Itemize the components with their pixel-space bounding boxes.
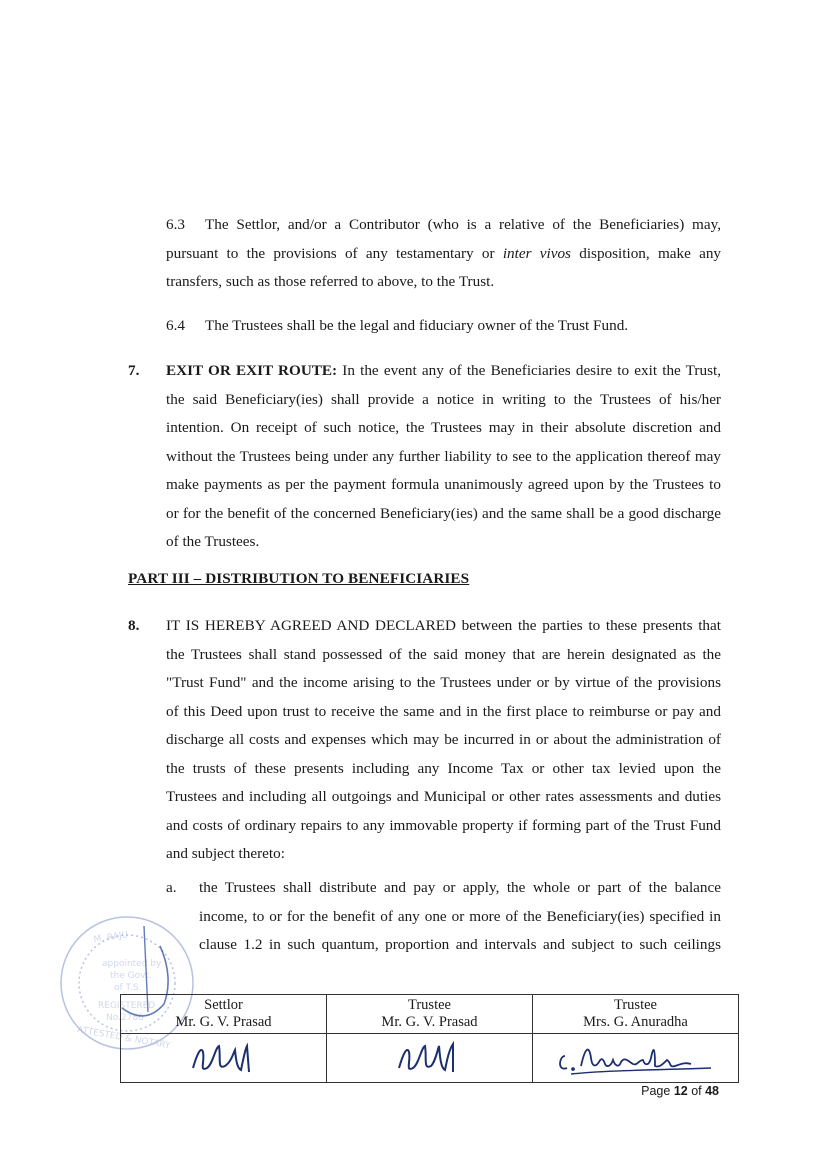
clause-8-line: and subject thereto:	[166, 845, 285, 862]
clause-8-line: the trusts of these presents including any Income Tax or other tax levied upon the	[166, 759, 721, 777]
clause-8-line: "Trust Fund" and the income arising to the Trustees under or by virtue of the provisions	[166, 674, 721, 691]
clause-7-line: the said Beneficiary(ies) shall provide a notice in writing to the Trustees of his/her	[166, 390, 721, 408]
clause-6-3-line1: The Settlor, and/or a Contributor (who is a relative of the Beneficiaries) may,	[205, 216, 721, 233]
clause-8a-line: clause 1.2 in such quantum, proportion and intervals and subject to such ceilings	[199, 936, 721, 953]
clause-8-line: IT IS HEREBY AGREED AND DECLARED between the parties to these presents that	[166, 617, 721, 634]
signatory-role: Trustee	[614, 997, 657, 1013]
handwritten-signature-icon	[385, 1038, 475, 1078]
signature-cell-trustee-2	[533, 995, 739, 1034]
clause-7-line1	[166, 357, 721, 386]
handwritten-signature-icon	[179, 1038, 269, 1078]
clause-8-line: discharge all costs and expenses which may be incurred in or about the administration of	[166, 731, 721, 748]
signature-cell-trustee-1	[327, 995, 533, 1034]
clause-8-number: 8.	[128, 617, 140, 634]
svg-text:M. RAJU: M. RAJU	[93, 930, 129, 946]
page-current: 12	[673, 1084, 688, 1098]
signature-slot-settlor	[121, 1034, 327, 1083]
clause-6-3-latin-term: inter vivos	[502, 244, 571, 262]
signature-slot-trustee-1	[327, 1034, 533, 1083]
signatory-name: Mr. G. V. Prasad	[175, 1014, 272, 1030]
clause-7-line: intention. On receipt of such notice, the Trustees may in their absolute discretion and	[166, 419, 721, 436]
clause-8-line: the Trustees shall stand possessed of the said money that are herein designated as the	[166, 645, 721, 663]
clause-8-line: Trustees and including all outgoings and Municipal or other rates assessments and duties	[166, 788, 721, 805]
signature-slot-trustee-2	[533, 1034, 739, 1083]
clause-6-3-number: 6.3	[166, 216, 185, 233]
signature-table	[120, 994, 739, 1083]
signatory-role: Trustee	[408, 997, 451, 1013]
signatory-role: Settlor	[204, 997, 243, 1013]
part-3-heading: PART III – DISTRIBUTION TO BENEFICIARIES	[128, 570, 470, 587]
clause-7-number: 7.	[128, 362, 140, 379]
signatory-name: Mr. G. V. Prasad	[381, 1014, 478, 1030]
clause-6-4-number: 6.4	[166, 317, 185, 334]
clause-6-3-line2-post: disposition, make any	[570, 244, 722, 262]
page-total: 48	[705, 1084, 719, 1098]
signatory-name: Mrs. G. Anuradha	[583, 1014, 688, 1030]
page-of: of	[687, 1084, 706, 1098]
page-number	[641, 1084, 719, 1098]
svg-text:ATTESTED & NOTARY: ATTESTED & NOTARY	[76, 1025, 172, 1052]
clause-8a-line: the Trustees shall distribute and pay or apply, the whole or part of the balance	[199, 879, 721, 896]
clause-8-line: and costs of ordinary repairs to any immovable property if forming part of the Trust Fund	[166, 816, 721, 834]
clause-7-line: make payments as per the payment formula unanimously agreed upon by the Trustees to	[166, 476, 721, 493]
clause-6-3-line2-pre: pursuant to the provisions of any testamentary or	[166, 244, 503, 262]
handwritten-signature-icon	[551, 1038, 721, 1078]
page-label: Page	[641, 1084, 674, 1098]
clause-6-3-line3: transfers, such as those referred to above, to the Trust.	[166, 273, 495, 290]
clause-8-line: of this Deed upon trust to receive the same and in the first place to reimburse or pay and	[166, 702, 721, 720]
signature-cell-settlor	[121, 995, 327, 1034]
clause-6-4-text: The Trustees shall be the legal and fiduciary owner of the Trust Fund.	[205, 317, 629, 334]
svg-text:of T.S.: of T.S.	[114, 983, 142, 993]
svg-text:appointed by: appointed by	[102, 959, 162, 969]
svg-text:REGISTERED: REGISTERED	[98, 1001, 156, 1011]
svg-text:No.2786: No.2786	[106, 1013, 144, 1023]
clause-7-line: of the Trustees.	[166, 533, 260, 550]
clause-6-3-line2	[166, 240, 721, 269]
clause-8a-line: income, to or for the benefit of any one or more of the Beneficiary(ies) specified in	[199, 907, 721, 925]
clause-8a-number: a.	[166, 879, 177, 896]
clause-7-line: without the Trustees being under any further liability to see to the application thereof may	[166, 447, 721, 465]
clause-7-line: or for the benefit of the concerned Beneficiary(ies) and the same shall be a good discharge	[166, 504, 721, 522]
clause-7-heading: EXIT OR EXIT ROUTE:	[166, 362, 338, 379]
svg-text:the Govt.: the Govt.	[110, 971, 152, 981]
clause-7-first-line: In the event any of the Beneficiaries desire to exit the Trust,	[337, 362, 722, 379]
